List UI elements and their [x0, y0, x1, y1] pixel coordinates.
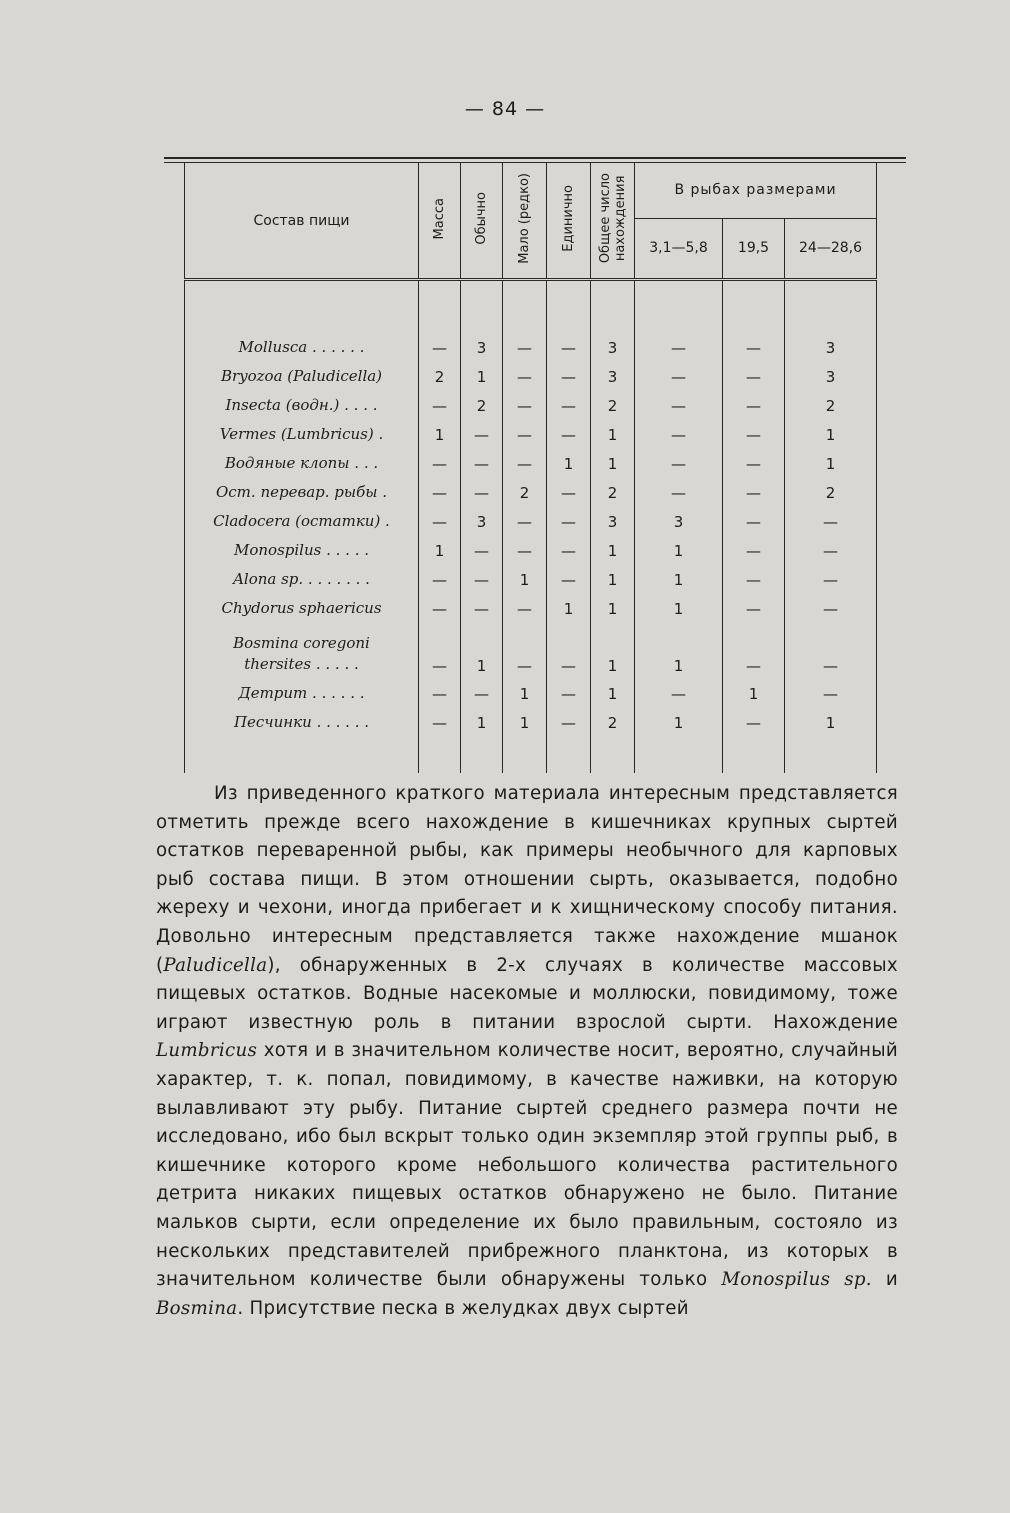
cell-rare: 1 [503, 679, 547, 708]
cell-s3: — [785, 507, 877, 536]
cell-mass: — [419, 594, 461, 623]
cell-s3: — [785, 565, 877, 594]
cell-single: 1 [547, 594, 591, 623]
cell-rare: — [503, 594, 547, 623]
cell-rare: — [503, 536, 547, 565]
cell-s3: — [785, 679, 877, 708]
cell-usual: 3 [461, 333, 503, 362]
cell-mass: — [419, 449, 461, 478]
table-row [185, 565, 877, 594]
cell-name: Mollusca . . . . . . [185, 333, 419, 362]
cell-s3: 3 [785, 333, 877, 362]
cell-rare: — [503, 623, 547, 679]
table-top-rule [164, 157, 906, 159]
cell-single: 1 [547, 449, 591, 478]
header-rare: Мало (редко) [503, 163, 547, 280]
table-row [185, 333, 877, 362]
cell-usual: 1 [461, 362, 503, 391]
header-size-3: 24—28,6 [785, 218, 877, 279]
cell-single: — [547, 536, 591, 565]
cell-s1: 3 [635, 507, 723, 536]
cell-mass: — [419, 478, 461, 507]
cell-name: Insecta (водн.) . . . . [185, 391, 419, 420]
cell-total: 2 [591, 391, 635, 420]
cell-usual: — [461, 478, 503, 507]
cell-mass: — [419, 708, 461, 737]
cell-mass: — [419, 565, 461, 594]
cell-single: — [547, 507, 591, 536]
cell-total: 3 [591, 333, 635, 362]
cell-name: Детрит . . . . . . [185, 679, 419, 708]
cell-usual: 2 [461, 391, 503, 420]
cell-mass: — [419, 623, 461, 679]
page-number: — 84 — [464, 98, 546, 120]
cell-single: — [547, 391, 591, 420]
cell-total: 1 [591, 565, 635, 594]
cell-usual: 1 [461, 623, 503, 679]
cell-s2: — [723, 391, 785, 420]
cell-s3: — [785, 536, 877, 565]
cell-single: — [547, 478, 591, 507]
cell-usual: — [461, 679, 503, 708]
cell-name: Песчинки . . . . . . [185, 708, 419, 737]
cell-s3: 2 [785, 391, 877, 420]
cell-s3: 1 [785, 449, 877, 478]
cell-s3: — [785, 594, 877, 623]
cell-total: 1 [591, 449, 635, 478]
cell-rare: — [503, 449, 547, 478]
cell-single: — [547, 420, 591, 449]
cell-usual: — [461, 420, 503, 449]
cell-rare: — [503, 507, 547, 536]
table-row [185, 391, 877, 420]
cell-mass: 2 [419, 362, 461, 391]
cell-name: Bryozoa (Paludicella) [185, 362, 419, 391]
cell-name: Chydorus sphaericus [185, 594, 419, 623]
header-mass: Масса [419, 163, 461, 280]
cell-s3: 1 [785, 420, 877, 449]
table-row [185, 478, 877, 507]
header-single: Единично [547, 163, 591, 280]
cell-total: 1 [591, 679, 635, 708]
cell-rare: 1 [503, 565, 547, 594]
cell-single: — [547, 362, 591, 391]
cell-s1: — [635, 478, 723, 507]
cell-s1: — [635, 679, 723, 708]
cell-total: 1 [591, 594, 635, 623]
table-row [185, 362, 877, 391]
cell-rare: — [503, 420, 547, 449]
cell-s2: 1 [723, 679, 785, 708]
cell-s3: 3 [785, 362, 877, 391]
cell-single: — [547, 623, 591, 679]
cell-s2: — [723, 594, 785, 623]
cell-total: 3 [591, 507, 635, 536]
body-paragraph [156, 780, 898, 1323]
table-row [185, 420, 877, 449]
cell-usual: — [461, 594, 503, 623]
cell-rare: — [503, 333, 547, 362]
cell-single: — [547, 679, 591, 708]
cell-mass: — [419, 333, 461, 362]
cell-usual: — [461, 565, 503, 594]
cell-s2: — [723, 623, 785, 679]
cell-s2: — [723, 536, 785, 565]
cell-s1: — [635, 420, 723, 449]
cell-s2: — [723, 420, 785, 449]
header-total: Общее число нахождения [591, 163, 635, 280]
cell-mass: 1 [419, 536, 461, 565]
cell-total: 2 [591, 478, 635, 507]
header-size-2: 19,5 [723, 218, 785, 279]
cell-name: Водяные клопы . . . [185, 449, 419, 478]
cell-s2: — [723, 507, 785, 536]
cell-s1: 1 [635, 565, 723, 594]
cell-name: Bosmina coregoni thersites . . . . . [185, 623, 419, 679]
food-table-block [164, 157, 906, 773]
cell-name: Vermes (Lumbricus) . [185, 420, 419, 449]
cell-s1: 1 [635, 708, 723, 737]
cell-s2: — [723, 565, 785, 594]
cell-rare: 2 [503, 478, 547, 507]
cell-s1: — [635, 391, 723, 420]
food-composition-table [184, 163, 877, 773]
cell-usual: — [461, 449, 503, 478]
cell-usual: 3 [461, 507, 503, 536]
cell-name: Monospilus . . . . . [185, 536, 419, 565]
cell-s2: — [723, 333, 785, 362]
table-row [185, 536, 877, 565]
header-fish-sizes-group: В рыбах размерами [635, 163, 877, 218]
cell-total: 2 [591, 708, 635, 737]
cell-s3: — [785, 623, 877, 679]
cell-rare: — [503, 391, 547, 420]
cell-s3: 2 [785, 478, 877, 507]
cell-mass: 1 [419, 420, 461, 449]
cell-s3: 1 [785, 708, 877, 737]
table-row [185, 594, 877, 623]
cell-rare: 1 [503, 708, 547, 737]
cell-usual: — [461, 536, 503, 565]
cell-s1: — [635, 449, 723, 478]
cell-single: — [547, 708, 591, 737]
cell-total: 1 [591, 420, 635, 449]
cell-s1: 1 [635, 594, 723, 623]
header-size-1: 3,1—5,8 [635, 218, 723, 279]
header-usual: Обычно [461, 163, 503, 280]
table-row [185, 449, 877, 478]
cell-name: Alona sp. . . . . . . . [185, 565, 419, 594]
cell-s1: 1 [635, 536, 723, 565]
cell-total: 1 [591, 623, 635, 679]
cell-usual: 1 [461, 708, 503, 737]
cell-s1: — [635, 333, 723, 362]
table-row [185, 708, 877, 737]
table-row [185, 507, 877, 536]
cell-name: Ост. перевар. рыбы . [185, 478, 419, 507]
cell-single: — [547, 565, 591, 594]
table-row [185, 679, 877, 708]
cell-mass: — [419, 679, 461, 708]
cell-s1: — [635, 362, 723, 391]
cell-total: 1 [591, 536, 635, 565]
header-food-composition: Состав пищи [185, 163, 419, 280]
cell-single: — [547, 333, 591, 362]
cell-mass: — [419, 391, 461, 420]
cell-rare: — [503, 362, 547, 391]
cell-s2: — [723, 449, 785, 478]
cell-s2: — [723, 708, 785, 737]
table-row [185, 623, 877, 679]
cell-s2: — [723, 478, 785, 507]
cell-name: Cladocera (остатки) . [185, 507, 419, 536]
cell-s2: — [723, 362, 785, 391]
cell-total: 3 [591, 362, 635, 391]
cell-mass: — [419, 507, 461, 536]
cell-s1: 1 [635, 623, 723, 679]
table-body [185, 280, 877, 774]
paragraph-1: Из приведенного краткого материала интересным представляется отметить прежде всего нахождение в кишечниках крупных сыртей остатков переваренной рыбы, как примеры необычного для карповых рыб состава пищи. В этом отношении сырть, оказывается, подобно жереху и чехони, иногда прибегает и к хищническому способу питания. Довольно интересным представляется также нахождение мшанок (Paludicella), обнаруженных в 2-х случаях в количестве массовых пищевых остатков. Водные насекомые и моллюски, повидимому, тоже играют известную роль в питании взрослой сырти. Нахождение Lumbricus хотя и в значительном количестве носит, вероятно, случайный характер, т. к. попал, повидимому, в качестве наживки, на которую вылавливают эту рыбу. Питание сыртей среднего размера почти не исследовано, ибо был вскрыт только один экземпляр этой группы рыб, в кишечнике которого кроме небольшого количества растительного детрита никаких пищевых остатков обнаружено не было. Питание мальков сырти, если определение их было правильным, состояло из нескольких представителей прибрежного планктона, из которых в значительном количестве были обнаружены только Monospilus sp. и Bosmina. Присутствие песка в желудках двух сыртей [156, 783, 898, 1319]
